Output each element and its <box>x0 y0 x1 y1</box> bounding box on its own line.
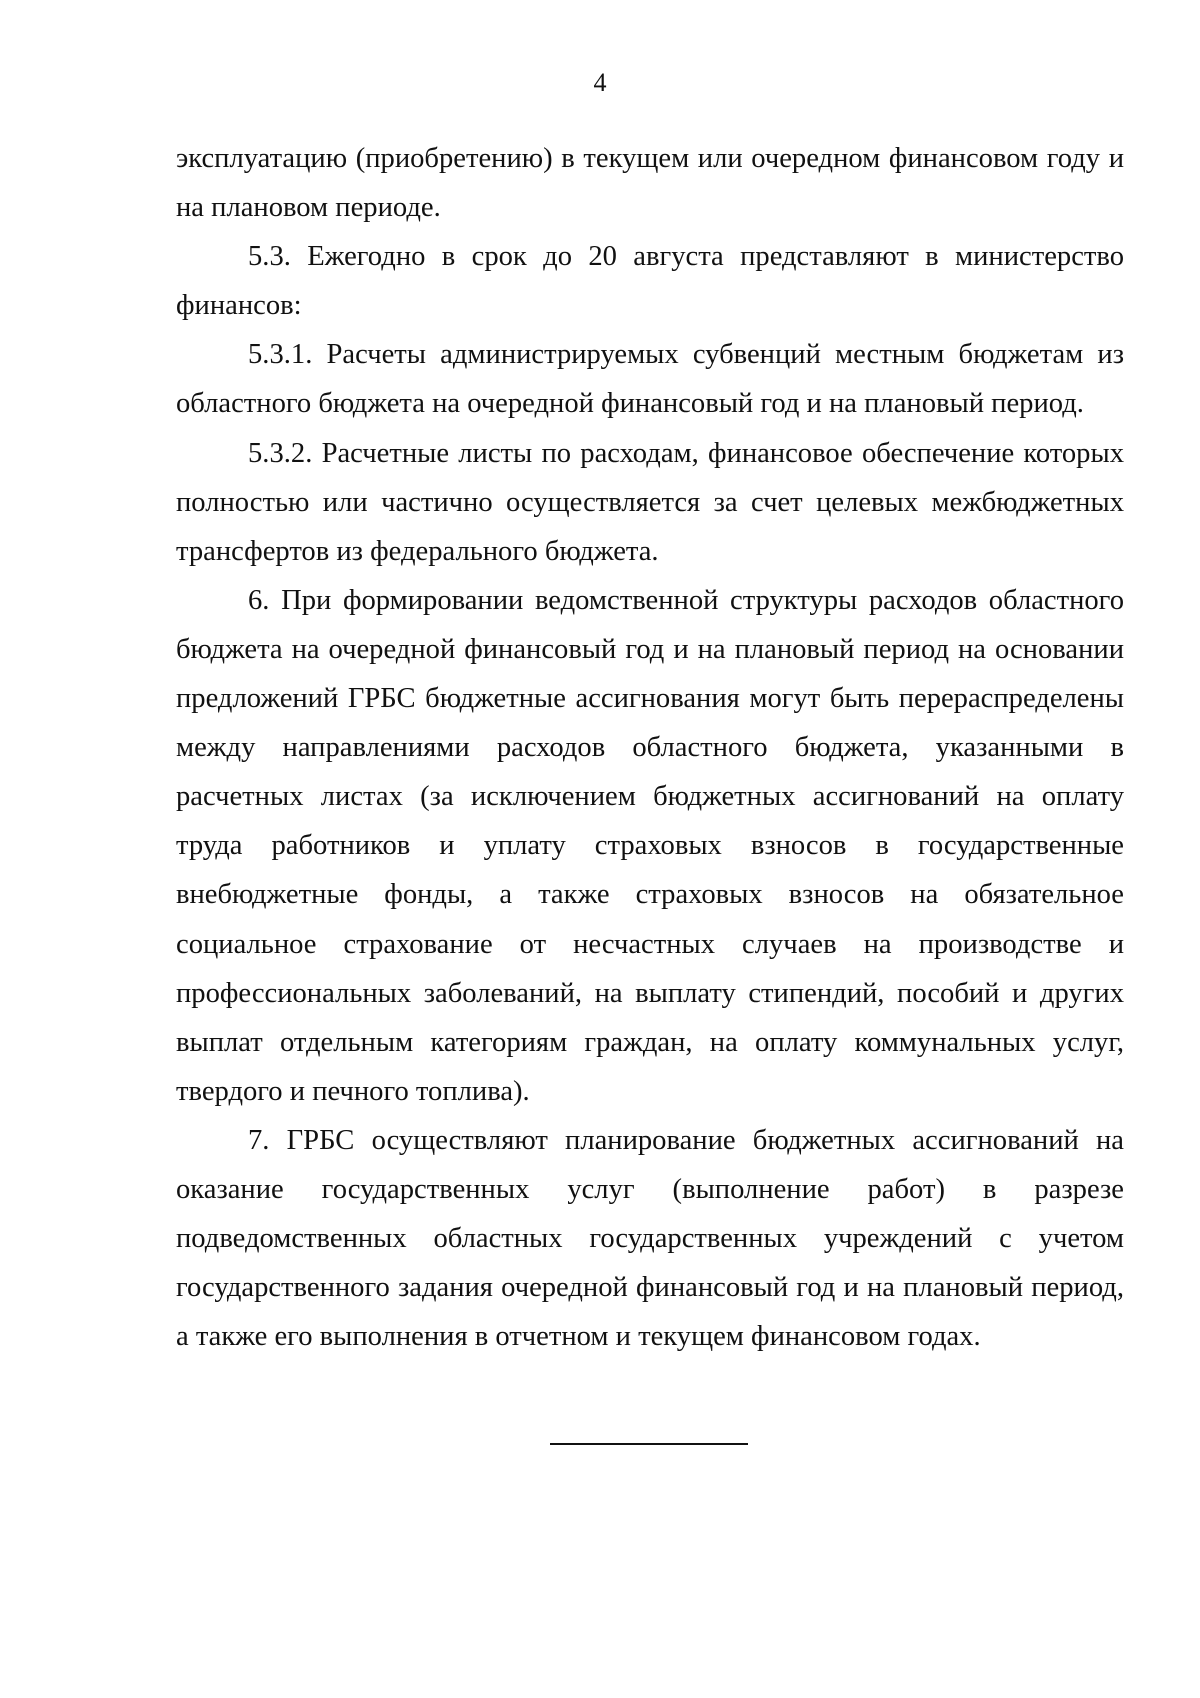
paragraph-5-3-1: 5.3.1. Расчеты администрируемых субвенций местным бюджетам из областного бюджета на очередной финансовый год и на плановый период. <box>176 339 1124 420</box>
paragraph-5-3-2: 5.3.2. Расчетные листы по расходам, финансовое обеспечение которых полностью или частично осуществляется за счет целевых межбюджетных трансфертов из федерального бюджета. <box>176 437 1124 567</box>
paragraph-7: 7. ГРБС осуществляют планирование бюджетных ассигнований на оказание государственных услуг (выполнение работ) в разрезе подведомственных областных государственных учреждений с учетом государственного задания очередной финансовый год и на плановый период, а также его выполнения в отчетном и текущем финансовом годах. <box>176 1124 1124 1353</box>
paragraph-6: 6. При формировании ведомственной структуры расходов областного бюджета на очередной финансовый год и на плановый период на основании предложений ГРБС бюджетные ассигнования могут быть перераспределены между направлениями расходов областного бюджета, указанными в расчетных листах (за исключением бюджетных ассигнований на оплату труда работников и уплату страховых взносов в государственные внебюджетные фонды, а также страховых взносов на обязательное социальное страхование от несчастных случаев на производстве и профессиональных заболеваний, на выплату стипендий, пособий и других выплат отдельным категориям граждан, на оплату коммунальных услуг, твердого и печного топлива). <box>176 584 1124 1107</box>
page-number: 4 <box>593 68 607 97</box>
document-body <box>176 134 1124 1361</box>
paragraph-5-3: 5.3. Ежегодно в срок до 20 августа представляют в министерство финансов: <box>176 241 1124 322</box>
paragraph-continuation: эксплуатацию (приобретению) в текущем или очередном финансовом году и на плановом периоде. <box>176 143 1124 224</box>
end-of-document-rule <box>550 1443 748 1445</box>
